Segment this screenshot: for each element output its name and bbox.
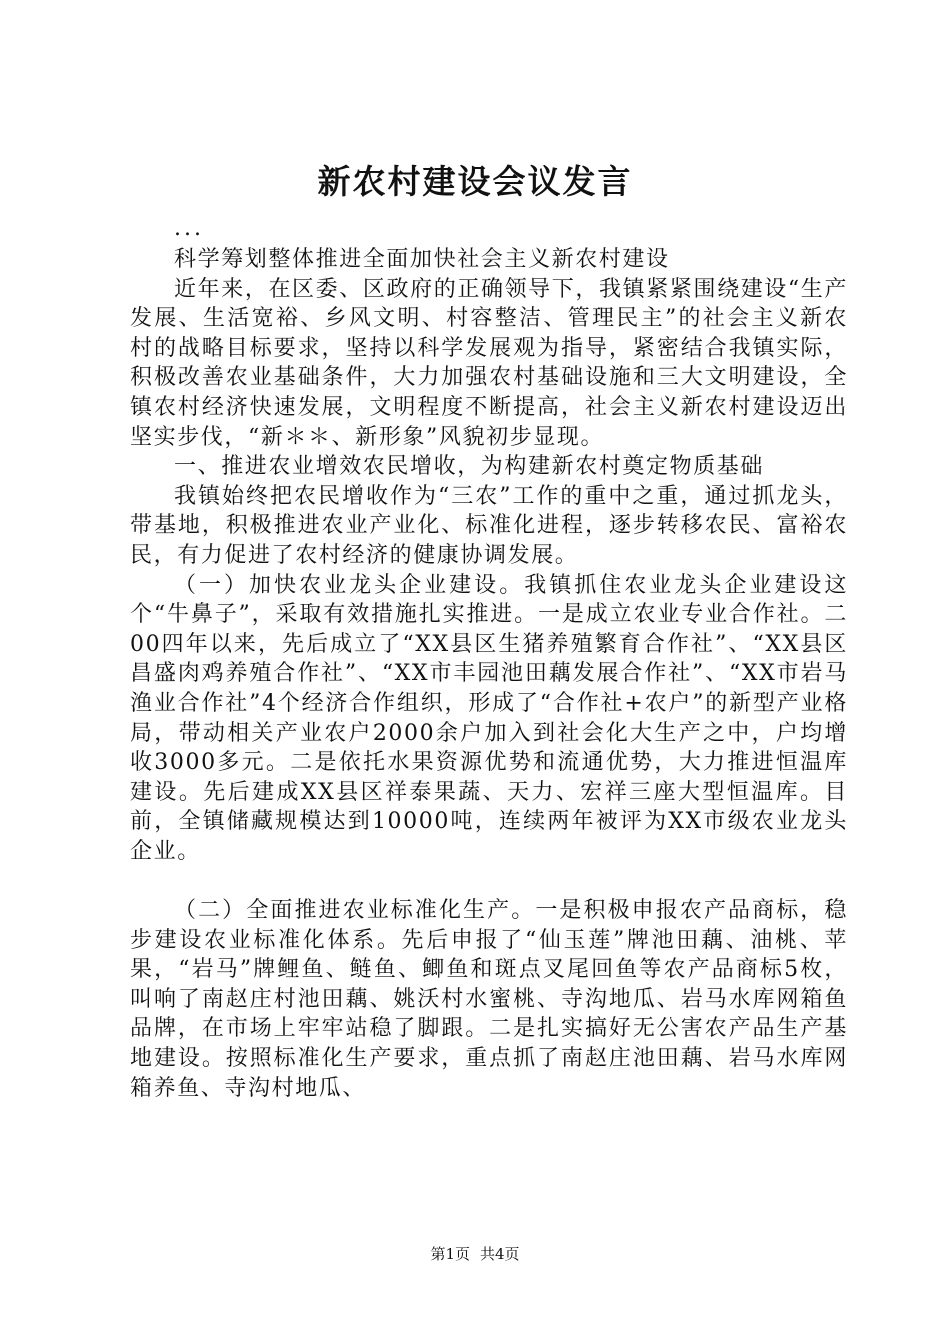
section-intro-paragraph: 我镇始终把农民增收作为“三农”工作的重中之重，通过抓龙头，带基地，积极推进农业产业化、标准化进程，逐步转移农民、富裕农民，有力促进了农村经济的健康协调发展。: [130, 483, 848, 568]
document-body: [130, 215, 848, 1103]
subsection-one-paragraph: （一）加快农业龙头企业建设。我镇抓住农业龙头企业建设这个“牛鼻子”，采取有效措施扎实推进。一是成立农业专业合作社。二00四年以来，先后成立了“XX县区生猪养殖繁育合作社”、“XX县区昌盛肉鸡养殖合作社”、“XX市丰园池田藕发展合作社”、“XX市岩马渔业合作社”4个经济合作组织，形成了“合作社+农户”的新型产业格局，带动相关产业农户2000余户加入到社会化大生产之中，户均增收3000多元。二是依托水果资源优势和流通优势，大力推进恒温库建设。先后建成XX县区祥泰果蔬、天力、宏祥三座大型恒温库。目前，全镇储藏规模达到10000吨，连续两年被评为XX市级农业龙头企业。: [130, 572, 848, 864]
page-footer: [0, 1244, 950, 1264]
document-title: 新农村建设会议发言: [317, 162, 633, 201]
intro-paragraph: 近年来，在区委、区政府的正确领导下，我镇紧紧围绕建设“生产发展、生活宽裕、乡风文明、村容整洁、管理民主”的社会主义新农村的战略目标要求，坚持以科学发展观为指导，紧密结合我镇实际，积极改善农业基础条件，大力加强农村基础设施和三大文明建设，全镇农村经济快速发展，文明程度不断提高，社会主义新农村建设迈出坚实步伐，“新＊＊、新形象”风貌初步显现。: [130, 276, 848, 450]
subtitle-paragraph: 科学筹划整体推进全面加快社会主义新农村建设: [174, 247, 670, 272]
page-number: 第1页: [430, 1245, 470, 1263]
subsection-two-paragraph: （二）全面推进农业标准化生产。一是积极申报农产品商标，稳步建设农业标准化体系。先后申报了“仙玉莲”牌池田藕、油桃、苹果，“岩马”牌鲤鱼、鲢鱼、鲫鱼和斑点叉尾回鱼等农产品商标5枚，叫响了南赵庄村池田藕、姚沃村水蜜桃、寺沟地瓜、岩马水库网箱鱼品牌，在市场上牢牢站稳了脚跟。二是扎实搞好无公害农产品生产基地建设。按照标准化生产要求，重点抓了南赵庄池田藕、岩马水库网箱养鱼、寺沟村地瓜、: [130, 898, 848, 1101]
section-heading: 一、推进农业增效农民增收，为构建新农村奠定物质基础: [174, 454, 765, 480]
ellipsis-line: ...: [174, 216, 204, 241]
page-total: 共4页: [480, 1245, 520, 1263]
